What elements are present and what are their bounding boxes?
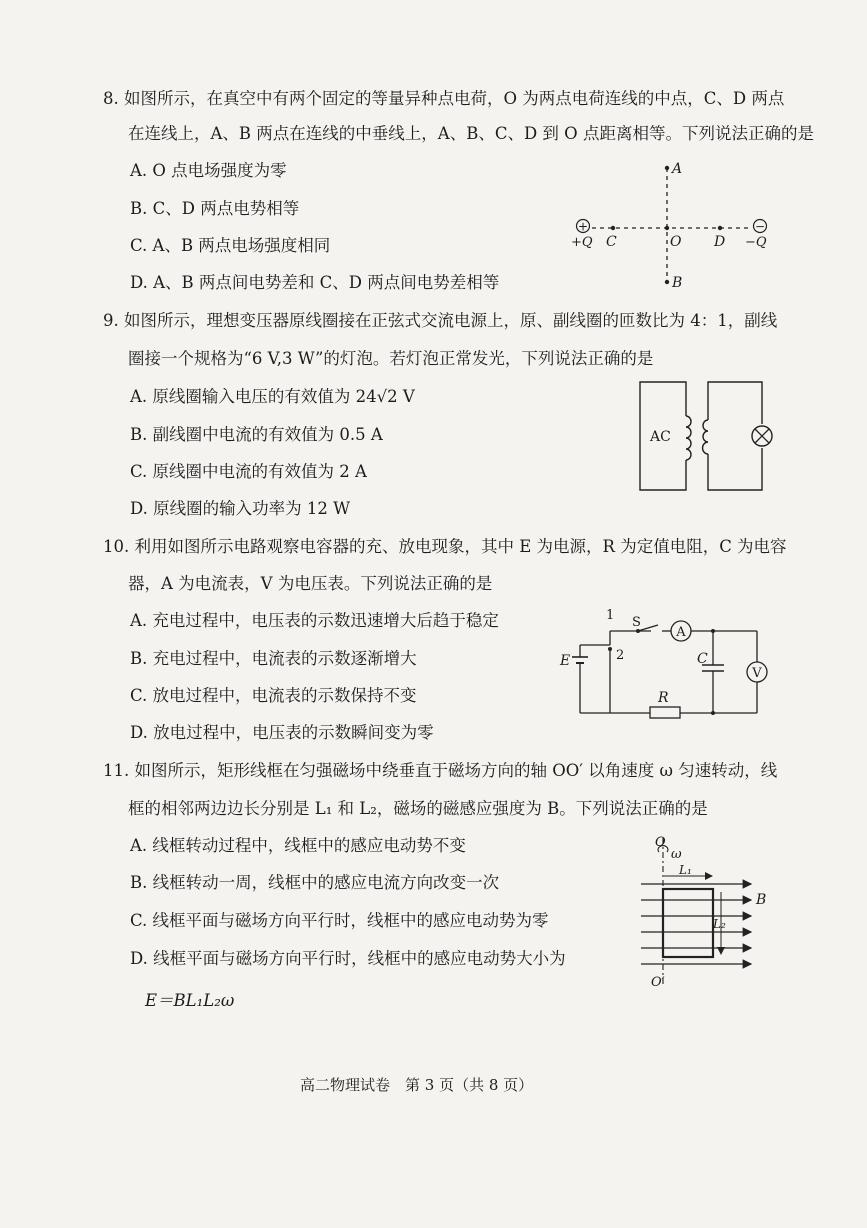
q11-option-d: D. 线框平面与磁场方向平行时，线框中的感应电动势大小为 xyxy=(130,949,566,968)
ammeter-label: A xyxy=(676,625,686,640)
figure-rotating-coil xyxy=(633,832,778,992)
figure-capacitor-circuit xyxy=(558,605,778,725)
coil-frame-icon xyxy=(663,889,713,957)
resistor-label: R xyxy=(658,690,669,706)
label-d: D xyxy=(714,234,726,250)
ac-label: AC xyxy=(650,429,671,445)
primary-coil-icon xyxy=(686,416,691,460)
plus-sign: + xyxy=(577,219,589,234)
q8-option-b: B. C、D 两点电势相等 xyxy=(130,199,300,218)
label-c: C xyxy=(606,234,617,250)
source-label: E xyxy=(560,653,571,669)
q11-stem-line2: 框的相邻两边边长分别是 L₁ 和 L₂，磁场的磁感应强度为 B。下列说法正确的是 xyxy=(128,799,708,818)
capacitor-label: C xyxy=(697,651,708,667)
q8-stem-line2: 在连线上，A、B 两点在连线的中垂线上，A、B、C、D 到 O 点距离相等。下列说法正确的是 xyxy=(128,124,814,143)
resistor-icon xyxy=(650,707,680,718)
secondary-coil-icon xyxy=(703,420,708,454)
q10-option-a: A. 充电过程中，电压表的示数迅速增大后趋于稳定 xyxy=(130,611,499,630)
omega-label: ω xyxy=(671,847,682,862)
page-footer: 高二物理试卷 第 3 页（共 8 页） xyxy=(300,1076,534,1094)
q10-stem-line2: 器，A 为电流表，V 为电压表。下列说法正确的是 xyxy=(128,574,493,593)
q8-option-a: A. O 点电场强度为零 xyxy=(130,161,287,180)
b-label: B xyxy=(756,892,767,908)
axis-top-label: O xyxy=(655,835,666,850)
q9-option-a: A. 原线圈输入电压的有效值为 24√2 V xyxy=(130,387,415,406)
label-b: B xyxy=(672,275,683,290)
q9-stem-line1: 9. 如图所示，理想变压器原线圈接在正弦式交流电源上，原、副线圈的匝数比为 4：1，副线 xyxy=(103,311,778,330)
axis-bottom-label: O′ xyxy=(651,975,665,990)
q8-option-c: C. A、B 两点电场强度相同 xyxy=(130,236,331,255)
q11-stem-line1: 11. 如图所示，矩形线框在匀强磁场中绕垂直于磁场方向的轴 OO′ 以角速度 ω 匀速转动，线 xyxy=(103,761,778,780)
q10-stem-line1: 10. 利用如图所示电路观察电容器的充、放电现象，其中 E 为电源，R 为定值电阻，C 为电容 xyxy=(103,537,787,556)
q10-option-b: B. 充电过程中，电流表的示数逐渐增大 xyxy=(130,649,417,668)
q11-option-a: A. 线框转动过程中，线框中的感应电动势不变 xyxy=(130,836,466,855)
q8-stem-line1: 8. 如图所示，在真空中有两个固定的等量异种点电荷，O 为两点电荷连线的中点，C、D 两点 xyxy=(103,89,785,108)
q10-option-d: D. 放电过程中，电压表的示数瞬间变为零 xyxy=(130,723,434,742)
q11-option-c: C. 线框平面与磁场方向平行时，线框中的感应电动势为零 xyxy=(130,911,549,930)
switch-position-2: 2 xyxy=(616,648,625,663)
lamp-icon xyxy=(752,426,772,446)
switch-blade-icon xyxy=(638,625,658,631)
q9-option-c: C. 原线圈中电流的有效值为 2 A xyxy=(130,462,367,481)
q11-option-b: B. 线框转动一周，线框中的感应电流方向改变一次 xyxy=(130,873,500,892)
label-plus-q: +Q xyxy=(571,235,593,250)
q11-formula: E＝BL₁L₂ω xyxy=(145,991,235,1010)
q9-stem-line2: 圈接一个规格为“6 V,3 W”的灯泡。若灯泡正常发光，下列说法正确的是 xyxy=(128,349,654,368)
q9-option-d: D. 原线圈的输入功率为 12 W xyxy=(130,499,351,518)
label-o: O xyxy=(670,234,682,250)
minus-sign: − xyxy=(754,219,766,234)
figure-transformer xyxy=(630,376,780,498)
l1-label: L₁ xyxy=(679,863,692,877)
label-minus-q: −Q xyxy=(745,235,767,250)
switch-label: S xyxy=(632,615,641,630)
switch-position-1: 1 xyxy=(606,608,615,623)
q9-option-b: B. 副线圈中电流的有效值为 0.5 A xyxy=(130,425,383,444)
q10-option-c: C. 放电过程中，电流表的示数保持不变 xyxy=(130,686,417,705)
label-a: A xyxy=(672,161,683,177)
figure-point-charges xyxy=(566,156,776,290)
voltmeter-label: V xyxy=(752,666,762,681)
q8-option-d: D. A、B 两点间电势差和 C、D 两点间电势差相等 xyxy=(130,273,500,292)
l2-label: L₂ xyxy=(713,917,726,931)
